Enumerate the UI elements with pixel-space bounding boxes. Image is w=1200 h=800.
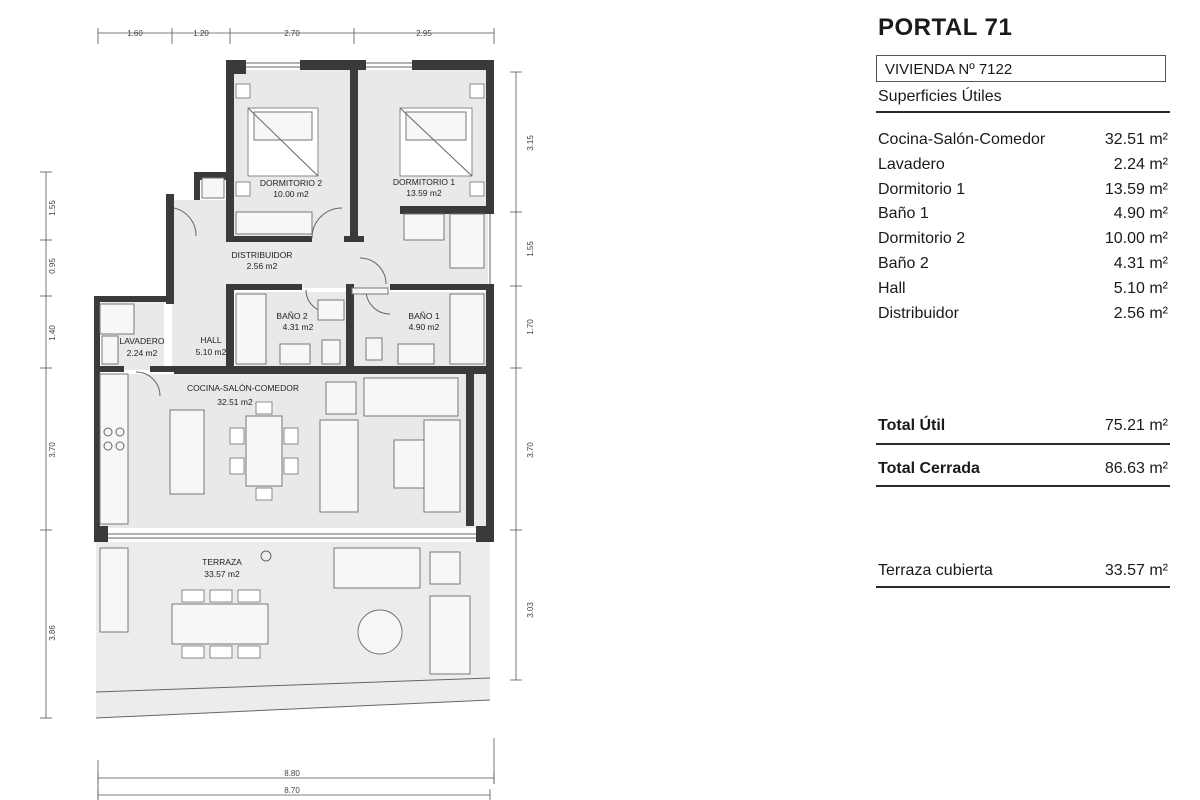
room-area-bano-2: 4.31 m2 (282, 322, 314, 332)
panel-title: PORTAL 71 (878, 14, 1013, 41)
dim-bottom-2: 8.70 (284, 786, 300, 795)
room-area: 2.56 m² (1113, 304, 1168, 322)
dim-right-4: 3.70 (526, 442, 535, 458)
room-area-distribuidor: 2.56 m2 (246, 261, 278, 271)
dimension-top (98, 28, 494, 44)
room-area: 4.31 m² (1113, 254, 1168, 272)
dim-top-3: 2.70 (284, 29, 300, 38)
room-name: Baño 1 (878, 205, 929, 223)
list-item (876, 255, 1170, 280)
room-name: Hall (878, 279, 906, 297)
room-name: Dormitorio 1 (878, 180, 966, 198)
room-area: 10.00 m² (1104, 230, 1168, 248)
dim-right-3: 1.70 (526, 319, 535, 335)
room-label-dormitorio-1: DORMITORIO 1 (392, 177, 456, 187)
room-name: Dormitorio 2 (878, 230, 966, 248)
total-cerrada-rule (876, 485, 1170, 487)
dim-bottom-1: 8.80 (284, 769, 300, 778)
room-label-hall: HALL (200, 335, 222, 345)
header-rule (876, 111, 1170, 113)
room-area-cocina: 32.51 m2 (217, 397, 253, 407)
terraza-label: Terraza cubierta (878, 562, 993, 579)
dim-left-4: 3.70 (48, 442, 57, 458)
dim-top-2: 1.20 (193, 29, 209, 38)
room-area-lavadero: 2.24 m2 (126, 348, 158, 358)
dim-left-3: 1.40 (48, 325, 57, 341)
room-name: Lavadero (878, 155, 945, 173)
room-area: 32.51 m² (1104, 131, 1168, 148)
room-label-terraza: TERRAZA (202, 557, 242, 567)
dim-top-4: 2.95 (416, 29, 432, 38)
room-name: Distribuidor (878, 304, 959, 322)
list-item (876, 205, 1170, 230)
storage-shelf (202, 178, 224, 198)
room-area-dormitorio-1: 13.59 m2 (406, 188, 442, 198)
dim-left-1: 1.55 (48, 200, 57, 216)
room-label-bano-1: BAÑO 1 (408, 311, 440, 321)
list-item (876, 156, 1170, 181)
dim-right-5: 3.03 (526, 602, 535, 618)
total-cerrada-label: Total Cerrada (878, 460, 980, 477)
dim-left-2: 0.95 (48, 258, 57, 274)
room-area-hall: 5.10 m2 (195, 347, 227, 357)
room-area: 13.59 m² (1104, 180, 1168, 198)
room-area-terraza: 33.57 m2 (204, 569, 240, 579)
room-area: 2.24 m² (1113, 155, 1168, 173)
room-label-dormitorio-2: DORMITORIO 2 (259, 178, 323, 188)
room-area-dormitorio-2: 10.00 m2 (273, 189, 309, 199)
total-util-label: Total Útil (878, 417, 946, 434)
area-panel (876, 0, 1170, 800)
unit-label: VIVIENDA Nº 7122 (885, 61, 1013, 78)
dim-right-2: 1.55 (526, 241, 535, 257)
unit-box (876, 55, 1166, 82)
room-area: 4.90 m² (1113, 205, 1168, 223)
list-item (876, 230, 1170, 255)
dimension-left (40, 172, 57, 718)
room-area: 5.10 m² (1113, 279, 1168, 297)
room-area-list (876, 131, 1170, 329)
list-item (876, 131, 1170, 156)
room-name: Cocina-Salón-Comedor (878, 131, 1046, 148)
dim-right-1: 3.15 (526, 135, 535, 151)
list-item (876, 181, 1170, 206)
room-label-distribuidor: DISTRIBUIDOR (231, 250, 293, 260)
room-label-bano-2: BAÑO 2 (276, 311, 308, 321)
total-util-value: 75.21 m² (1104, 417, 1168, 434)
terraza-value: 33.57 m² (1104, 562, 1168, 579)
total-cerrada-value: 86.63 m² (1104, 460, 1168, 477)
room-name: Baño 2 (878, 254, 929, 272)
subtitle: Superficies Útiles (878, 88, 1002, 105)
dormitorio-1 (393, 84, 484, 268)
dim-left-5: 3.86 (48, 625, 57, 641)
room-label-cocina: COCINA-SALÓN-COMEDOR (187, 383, 299, 393)
room-area-bano-1: 4.90 m2 (408, 322, 440, 332)
total-util-rule (876, 443, 1170, 445)
terraza-rule (876, 586, 1170, 588)
room-label-lavadero: LAVADERO (119, 336, 165, 346)
dimension-right (510, 72, 535, 680)
dim-top-1: 1.60 (127, 29, 143, 38)
list-item (876, 305, 1170, 330)
dimension-bottom (98, 738, 494, 800)
list-item (876, 280, 1170, 305)
